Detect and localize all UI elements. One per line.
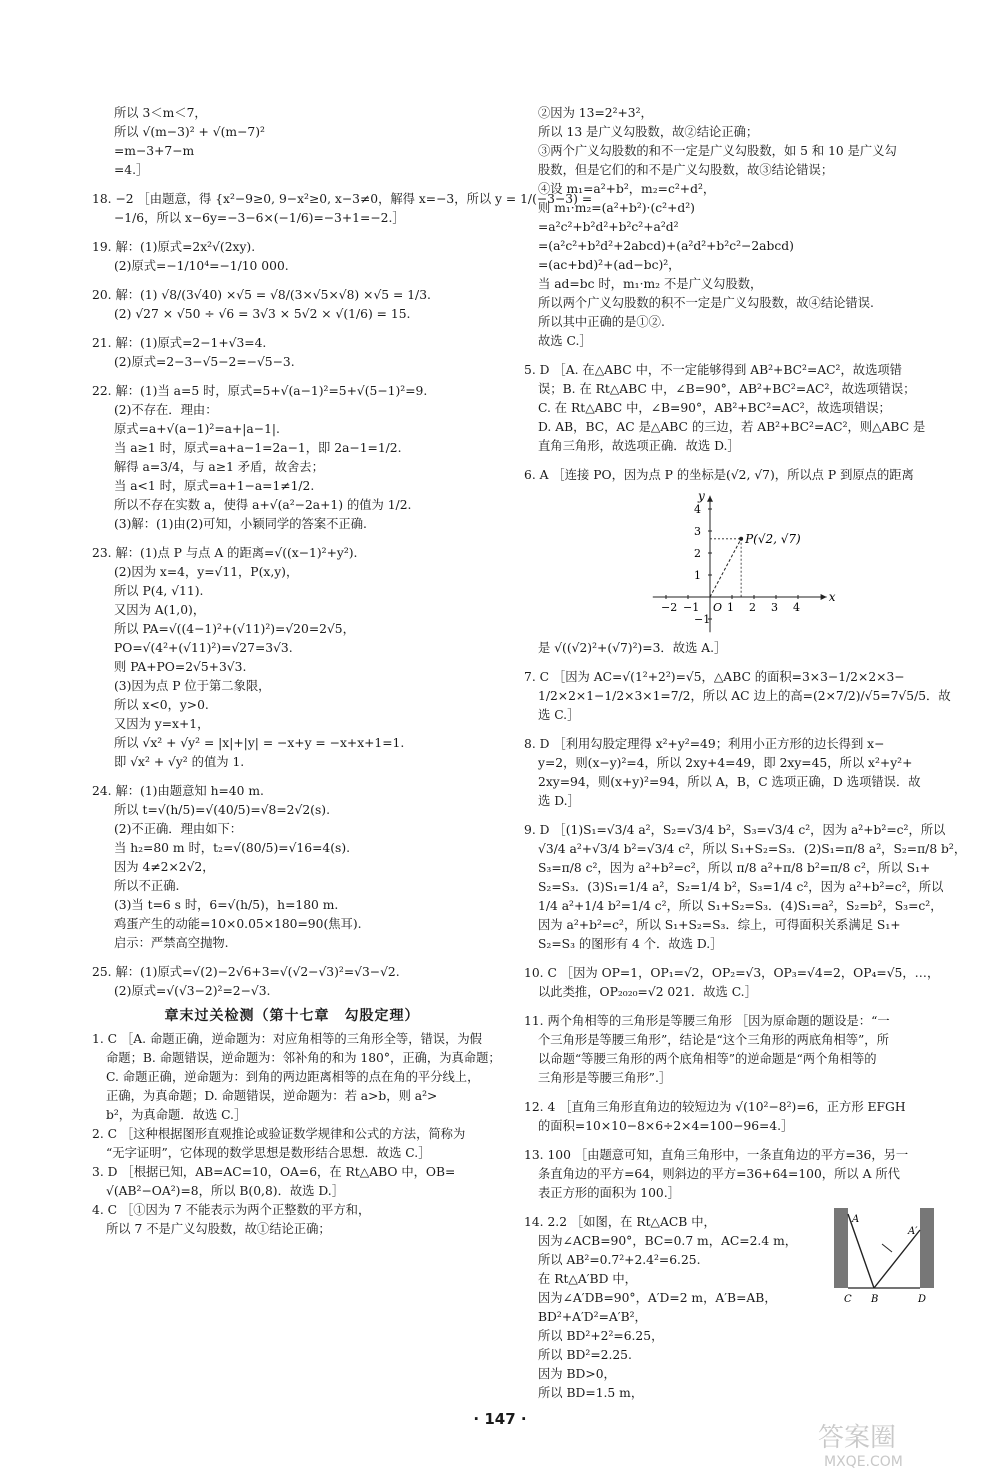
text-line: C. 在 Rt△ABC 中，∠B=90°，AB²+BC²=AC²，故选项错误； — [538, 401, 891, 415]
x-tick-label: 4 — [793, 601, 800, 614]
x-tick-label: 1 — [727, 601, 734, 614]
text-line: 启示：严禁高空抛物. — [114, 936, 229, 950]
text-line: (2)不正确．理由如下： — [114, 822, 243, 836]
text-line: ②因为 13=2²+3²， — [538, 106, 653, 120]
text-line: 个三角形是等腰三角形”，结论是“这个三角形的两底角相等”，所 — [538, 1033, 889, 1047]
graph-svg — [632, 489, 892, 635]
text-line: 又因为 y=x+1， — [114, 717, 210, 731]
ladder-a-prime-b — [874, 1230, 920, 1288]
text-line: 的面积=10×10−8×6÷2×4=100−96=4.］ — [538, 1119, 794, 1133]
text-line: 10. C ［因为 OP=1，OP₁=√2，OP₂=√3，OP₃=√4=2，OP₄=√5，…， — [524, 966, 940, 980]
y-tick-label: −1 — [694, 613, 711, 626]
text-line: 所以不存在实数 a，使得 a+√(a²−2a+1) 的值为 1/2. — [114, 498, 412, 512]
watermark-subtext: MXQE.COM — [824, 1454, 903, 1470]
segment-po — [710, 539, 741, 597]
x-axis-label: x — [828, 590, 836, 604]
text-line: =(ac+bd)²+(ad−bc)²， — [538, 258, 681, 272]
ladder-ab — [848, 1214, 874, 1288]
text-line: 因为 a²+b²=c²，所以 S₁+S₂=S₃．综上，可得面积关系满足 S₁+ — [538, 918, 901, 932]
text-line: 所以 13 是广义勾股数，故②结论正确； — [538, 125, 759, 139]
point-p-label: P(√2, √7) — [745, 531, 801, 546]
text-line: 23. 解：(1)点 P 与点 A 的距离=√((x−1)²+y²). — [92, 546, 358, 560]
text-line: 24. 解：(1)由题意知 h=40 m. — [92, 784, 264, 798]
text-line: 当 a<1 时，原式=a+1−a=1≠1/2. — [114, 479, 315, 493]
text-line: 所以 AB²=0.7²+2.4²=6.25. — [538, 1253, 701, 1267]
x-tick-label: −2 — [661, 601, 678, 614]
text-line: 在 Rt△A′BD 中， — [538, 1272, 637, 1286]
text-line: 11. 两个角相等的三角形是等腰三角形 ［因为原命题的题设是：“一 — [524, 1014, 890, 1028]
text-line: 又因为 A(1,0)， — [114, 603, 206, 617]
left-wall — [834, 1208, 848, 1288]
label-a: A — [852, 1214, 860, 1225]
coordinate-graph — [632, 489, 892, 635]
text-line: 选 D.］ — [538, 794, 580, 808]
x-tick-label: 3 — [771, 601, 778, 614]
text-line: 条直角边的平方=64，则斜边的平方=36+64=100，所以 A 所代 — [538, 1167, 900, 1181]
text-line: 所以 P(4, √11). — [114, 584, 204, 598]
text-line: 8. D ［利用勾股定理得 x²+y²=49；利用小正方形的边长得到 x− — [524, 737, 885, 751]
text-line: 当 h₂=80 m 时，t₂=√(80/5)=√16=4(s). — [114, 841, 351, 855]
text-line: 1/4 a²+1/4 b²=1/4 c²，所以 S₁+S₂=S₃．(4)S₁=a²，S₂=b²，S₃=c²， — [538, 899, 943, 913]
text-line: S₂=S₃．(3)S₁=1/4 a²，S₂=1/4 b²，S₃=1/4 c²，因为 a²+b²=c²，所以 — [538, 880, 944, 894]
text-line: S₂=S₃ 的图形有 4 个．故选 D.］ — [538, 937, 723, 951]
text-line: 所以不正确. — [114, 879, 180, 893]
label-c: C — [844, 1294, 852, 1305]
text-line: 所以 BD²+2²=6.25， — [538, 1329, 664, 1343]
text-line: 1. C ［A. 命题正确，逆命题为：对应角相等的三角形全等，错误，为假 — [92, 1032, 482, 1046]
text-line: =(a²c²+b²d²+2abcd)+(a²d²+b²c²−2abcd) — [538, 239, 794, 253]
text-line: 21. 解：(1)原式=2−1+√3=4. — [92, 336, 267, 350]
text-line: =a²c²+b²d²+b²c²+a²d² — [538, 220, 679, 234]
y-tick-label: 1 — [694, 569, 701, 582]
text-line: =m−3+7−m — [114, 144, 195, 158]
text-line: 14. 2.2 ［如图，在 Rt△ACB 中， — [524, 1215, 716, 1229]
text-line: 19. 解：(1)原式=2x²√(2xy). — [92, 240, 256, 254]
text-line: 所以 t=√(h/5)=√(40/5)=√8=2√2(s). — [114, 803, 330, 817]
page-number: · 147 · — [473, 1410, 527, 1428]
left-column — [92, 104, 593, 1239]
y-axis-label: y — [698, 489, 705, 504]
text-line: 当 ad=bc 时，m₁·m₂ 不是广义勾股数， — [538, 277, 763, 291]
text-line: √3/4 a²+√3/4 b²=√3/4 c²，所以 S₁+S₂=S₃．(2)S₁=π/8 a²，S₂=π/8 b²， — [538, 842, 967, 856]
text-line: (3)解：(1)由(2)可知，小颖同学的答案不正确. — [114, 517, 367, 531]
x-axis-arrow — [821, 594, 827, 600]
text-line: b²，为真命题．故选 C.］ — [106, 1108, 247, 1122]
text-line: (2)原式=2−3−√5−2=−√5−3. — [114, 355, 295, 369]
text-line: 所以 7 不是广义勾股数，故①结论正确； — [106, 1222, 331, 1236]
text-line: 所以 BD=1.5 m， — [538, 1386, 644, 1400]
text-line: 所以其中正确的是①②. — [538, 315, 665, 329]
text-line: 故选 C.］ — [538, 334, 592, 348]
text-line: 则 PA+PO=2√5+3√3. — [114, 660, 247, 674]
text-line: 选 C.］ — [538, 708, 580, 722]
text-line: ④设 m₁=a²+b²，m₂=c²+d²， — [538, 182, 716, 196]
text-line: √(AB²−OA²)=8，所以 B(0,8)．故选 D.］ — [106, 1184, 345, 1198]
label-d: D — [918, 1294, 927, 1305]
x-tick-label: −1 — [683, 601, 700, 614]
text-line: ③两个广义勾股数的和不一定是广义勾股数，如 5 和 10 是广义勾 — [538, 144, 897, 158]
text-line: 因为∠ACB=90°，BC=0.7 m，AC=2.4 m， — [538, 1234, 798, 1248]
y-tick-label: 4 — [694, 503, 701, 516]
text-line: 9. D ［(1)S₁=√3/4 a²，S₂=√3/4 b²，S₃=√3/4 c²，因为 a²+b²=c²，所以 — [524, 823, 946, 837]
point-p — [739, 537, 743, 541]
text-line: 表正方形的面积为 100.］ — [538, 1186, 680, 1200]
text-line: 以命题“等腰三角形的两个底角相等”的逆命题是“两个角相等的 — [538, 1052, 877, 1066]
text-line: 1/2×2×1−1/2×3×1=7/2，所以 AC 边上的高=(2×7/2)/√5=7√5/5．故 — [538, 689, 951, 703]
text-line: 6. A ［连接 PO，因为点 P 的坐标是(√2, √7)，所以点 P 到原点的距离 — [524, 468, 914, 482]
text-line: (2)不存在．理由： — [114, 403, 218, 417]
text-line: 22. 解：(1)当 a=5 时，原式=5+√(a−1)²=5+√(5−1)²=9. — [92, 384, 428, 398]
text-line: 所以 BD²=2.25. — [538, 1348, 632, 1362]
ladder-figure — [830, 1200, 940, 1310]
text-line: C. 命题正确，逆命题为：到角的两边距离相等的点在角的平分线上， — [106, 1070, 480, 1084]
text-line: 以此类推，OP₂₀₂₀=√2 021．故选 C.］ — [538, 985, 757, 999]
text-line: 所以 √(m−3)² + √(m−7)² — [114, 125, 265, 139]
text-line: D. AB，BC，AC 是△ABC 的三边，若 AB²+BC²=AC²，则△ABC 是 — [538, 420, 926, 434]
text-line: S₃=π/8 c²，因为 a²+b²=c²，所以 π/8 a²+π/8 b²=π/8 c²，所以 S₁+ — [538, 861, 931, 875]
text-line: 所以 √x² + √y² = |x|+|y| = −x+y = −x+x+1=1. — [114, 736, 405, 750]
text-line: (2)原式=−1/10⁴=−1/10 000. — [114, 259, 289, 273]
text-line: 三角形是等腰三角形”.］ — [538, 1071, 672, 1085]
text-line: 误；B. 在 Rt△ABC 中，∠B=90°，AB²+BC²=AC²，故选项错误； — [538, 382, 916, 396]
text-line: 2xy=94，则(x+y)²=94，所以 A，B，C 选项正确，D 选项错误．故 — [538, 775, 921, 789]
text-line: 3. D ［根据已知，AB=AC=10，OA=6，在 Rt△ABO 中，OB= — [92, 1165, 456, 1179]
text-line: (2) √27 × √50 ÷ √6 = 3√3 × 5√2 × √(1/6) = 15. — [114, 307, 411, 321]
text-line: −1/6，所以 x−6y=−3−6×(−1/6)=−3+1=−2.］ — [114, 211, 405, 225]
text-line: 4. C ［①因为 7 不能表示为两个正整数的平方和， — [92, 1203, 371, 1217]
text-line: 7. C ［因为 AC=√(1²+2²)=√5，△ABC 的面积=3×3−1/2×2×3− — [524, 670, 905, 684]
text-line: 所以两个广义勾股数的积不一定是广义勾股数，故④结论错误. — [538, 296, 874, 310]
text-line: 5. D ［A. 在△ABC 中，不一定能够得到 AB²+BC²=AC²，故选项错 — [524, 363, 902, 377]
right-wall — [920, 1208, 934, 1288]
text-line: “无字证明”，它体现的数学思想是数形结合思想．故选 C.］ — [106, 1146, 431, 1160]
text-line: 2. C ［这种根据图形直观推论或验证数学规律和公式的方法，简称为 — [92, 1127, 466, 1141]
x-tick-label: 2 — [749, 601, 756, 614]
text-line: (2)因为 x=4，y=√11，P(x,y)， — [114, 565, 299, 579]
move-arrow — [882, 1244, 892, 1252]
text-line: 20. 解：(1) √8/(3√40) ×√5 = √8/(3×√5×√8) ×√5 = 1/3. — [92, 288, 431, 302]
text-line: BD²+A′D²=A′B²， — [538, 1310, 647, 1324]
section-title: 章末过关检测（第十七章 勾股定理） — [164, 1008, 420, 1024]
watermark-logo — [810, 1412, 960, 1470]
text-line: 所以 3＜m＜7， — [114, 106, 207, 120]
text-line: 因为∠A′DB=90°，A′D=2 m，A′B=AB， — [538, 1291, 777, 1305]
label-a-prime: A′ — [908, 1226, 918, 1237]
y-tick-label: 3 — [694, 525, 701, 538]
text-line: 即 √x² + √y² 的值为 1. — [114, 755, 245, 769]
text-line: 因为 BD>0， — [538, 1367, 616, 1381]
text-line: 当 a≥1 时，原式=a+a−1=2a−1，即 2a−1=1/2. — [114, 441, 402, 455]
watermark-text: 答案圈 — [818, 1423, 897, 1453]
text-line: 原式=a+√(a−1)²=a+|a−1|. — [114, 422, 280, 436]
text-line: 12. 4 ［直角三角形直角边的较短边为 √(10²−8²)=6，正方形 EFGH — [524, 1100, 906, 1114]
text-line: 25. 解：(1)原式=√(2)−2√6+3=√(√2−√3)²=√3−√2. — [92, 965, 400, 979]
text-line: 则 m₁·m₂=(a²+b²)·(c²+d²) — [538, 201, 695, 215]
text-line: PO=√(4²+(√11)²)=√27=3√3. — [114, 641, 293, 655]
text-line: 正确，为真命题；D. 命题错误，逆命题为：若 a>b，则 a²> — [106, 1089, 438, 1103]
text-line: 命题；B. 命题错误，逆命题为：邻补角的和为 180°，正确，为真命题； — [106, 1051, 501, 1065]
text-line: y=2，则(x−y)²=4，所以 2xy+4=49，即 2xy=45，所以 x²+y²+ — [538, 756, 913, 770]
text-line: 18. −2 ［由题意，得 {x²−9≥0, 9−x²≥0, x−3≠0，解得 x=−3，所以 y = 1/(−3−3) = — [92, 192, 593, 206]
text-line: 所以 PA=√((4−1)²+(√11)²)=√20=2√5， — [114, 622, 355, 636]
text-line: 因为 4≠2×2√2， — [114, 860, 215, 874]
text-line: 解得 a=3/4，与 a≥1 矛盾，故舍去； — [114, 460, 324, 474]
text-line: =4.］ — [114, 163, 149, 177]
text-line: (2)原式=√(√3−2)²=2−√3. — [114, 984, 271, 998]
label-b: B — [871, 1294, 879, 1305]
text-line: 所以 x<0，y>0. — [114, 698, 209, 712]
y-tick-label: 2 — [694, 547, 701, 560]
y-axis-arrow — [707, 496, 713, 502]
text-line: 13. 100 ［由题意可知，直角三角形中，一条直角边的平方=36，另一 — [524, 1148, 909, 1162]
text-line: (3)因为点 P 位于第二象限， — [114, 679, 271, 693]
text-line: 是 √((√2)²+(√7)²)=3．故选 A.］ — [538, 641, 727, 655]
text-line: 股数，但是它们的和不是广义勾股数，故③结论错误； — [538, 163, 834, 177]
text-line: 直角三角形，故选项正确．故选 D.］ — [538, 439, 740, 453]
text-line: 鸡蛋产生的动能=10×0.05×180=90(焦耳). — [114, 917, 362, 931]
text-line: (3)当 t=6 s 时，6=√(h/5)，h=180 m. — [114, 898, 339, 912]
origin-label: O — [713, 601, 723, 614]
